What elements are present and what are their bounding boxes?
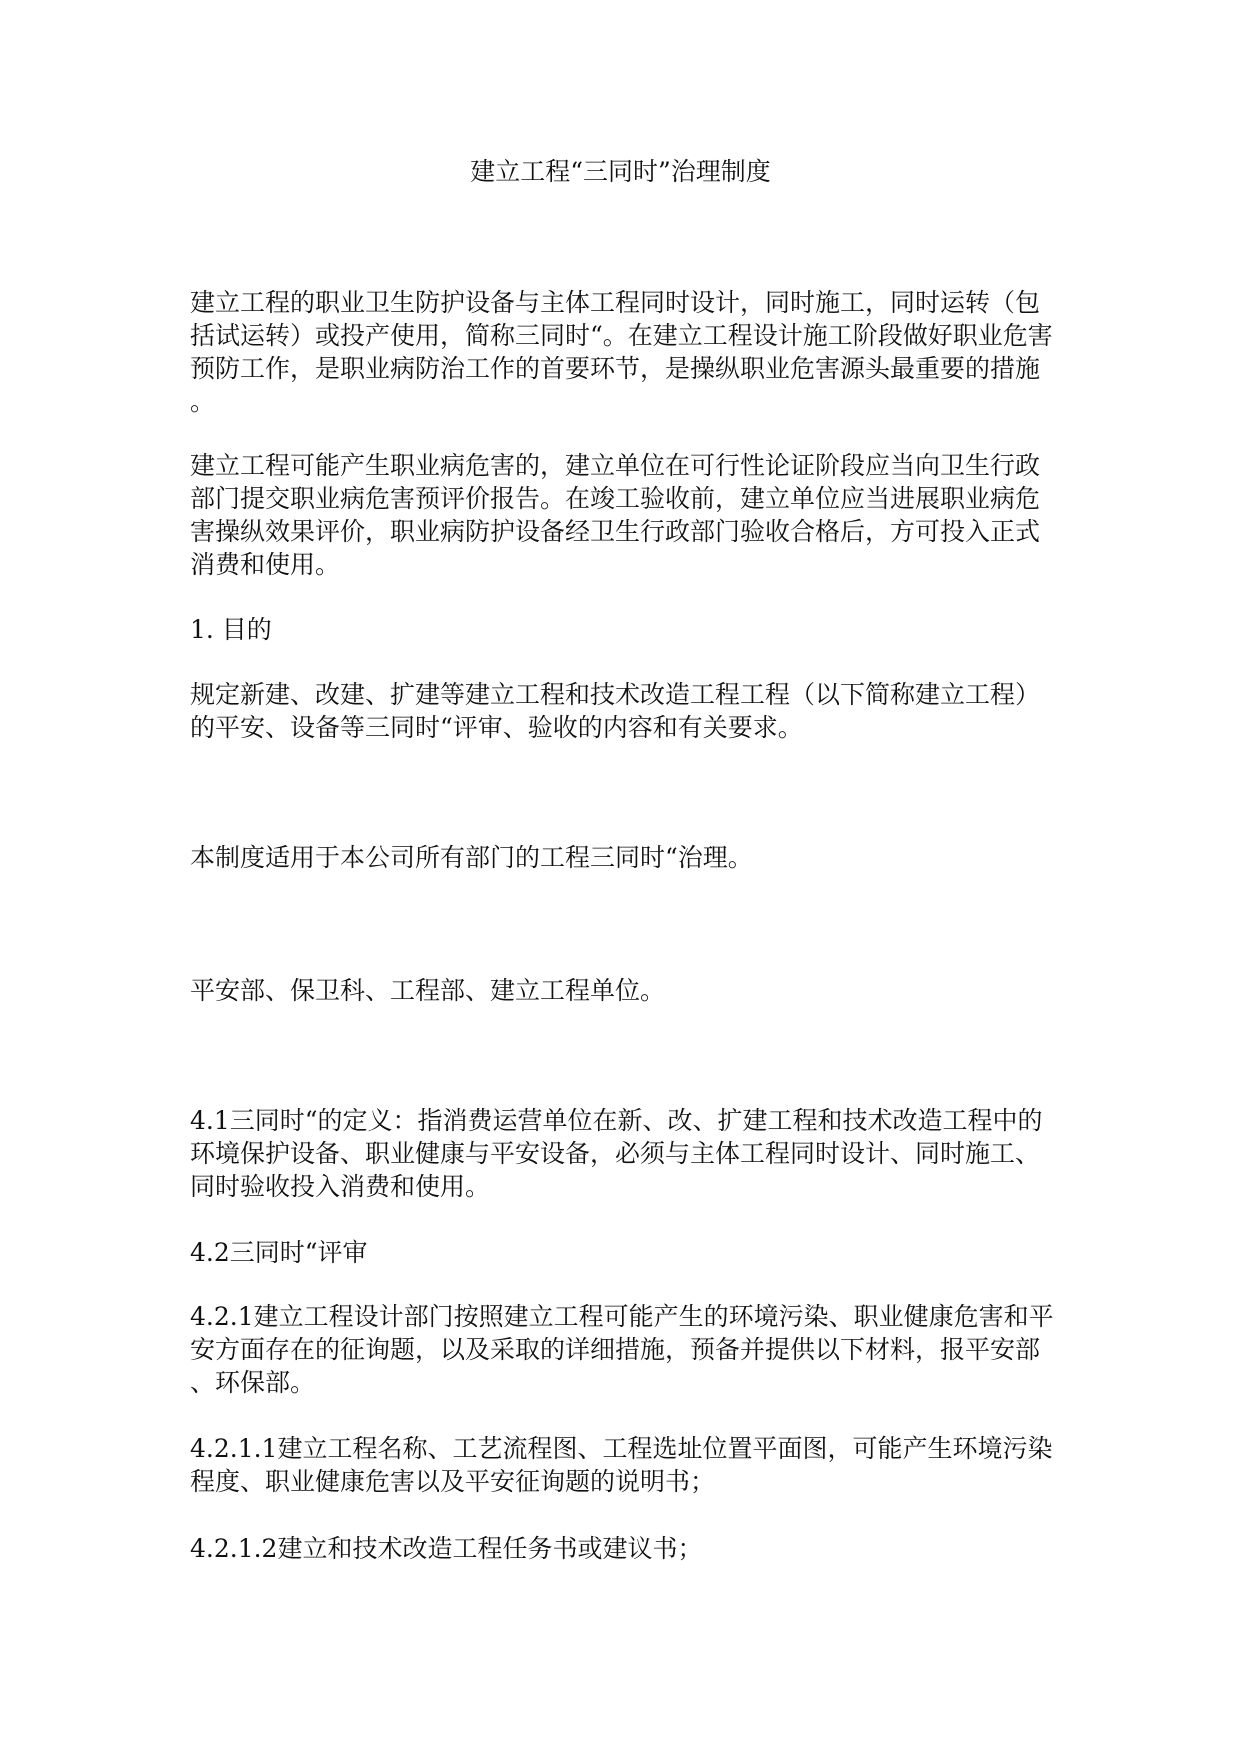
- paragraph-line: 4.2.1建立工程设计部门按照建立工程可能产生的环境污染、职业健康危害和平: [190, 1302, 1054, 1331]
- paragraph-line: 建立工程可能产生职业病危害的，建立单位在可行性论证阶段应当向卫生行政: [190, 451, 1041, 480]
- paragraph-intro: [190, 286, 1070, 418]
- paragraph-requirements: [190, 449, 1070, 581]
- paragraph-definition: [190, 1104, 1070, 1203]
- paragraph-line: 建立工程的职业卫生防护设备与主体工程同时设计，同时施工，同时运转（包: [190, 288, 1041, 317]
- paragraph-item-4-2-1-2: [190, 1532, 1070, 1565]
- paragraph-departments: [190, 974, 1070, 1007]
- paragraph-line: 程度、职业健康危害以及平安征询题的说明书；: [190, 1467, 716, 1496]
- paragraph-line: 。: [190, 387, 216, 416]
- heading-line: 4.2三同时“评审: [190, 1238, 368, 1267]
- paragraph-line: 括试运转）或投产使用，简称三同时“。在建立工程设计施工阶段做好职业危害: [190, 321, 1053, 350]
- paragraph-line: 本制度适用于本公司所有部门的工程三同时“治理。: [190, 843, 753, 872]
- section-heading-review: [190, 1236, 1070, 1269]
- paragraph-scope: [190, 841, 1070, 874]
- paragraph-line: 、环保部。: [190, 1368, 316, 1397]
- paragraph-purpose: [190, 678, 1070, 744]
- paragraph-line: 害操纵效果评价，职业病防护设备经卫生行政部门验收合格后，方可投入正式: [190, 517, 1041, 546]
- heading-line: 1. 目的: [190, 615, 272, 644]
- paragraph-review-materials: [190, 1300, 1070, 1399]
- paragraph-item-4-2-1-1: [190, 1432, 1070, 1498]
- paragraph-line: 部门提交职业病危害预评价报告。在竣工验收前，建立单位应当进展职业病危: [190, 484, 1041, 513]
- paragraph-line: 安方面存在的征询题，以及采取的详细措施，预备并提供以下材料，报平安部: [190, 1335, 1041, 1364]
- paragraph-line: 消费和使用。: [190, 550, 341, 579]
- paragraph-line: 4.2.1.2建立和技术改造工程任务书或建议书；: [190, 1534, 703, 1563]
- paragraph-line: 环境保护设备、职业健康与平安设备，必须与主体工程同时设计、同时施工、: [190, 1139, 1041, 1168]
- paragraph-line: 同时验收投入消费和使用。: [190, 1172, 491, 1201]
- paragraph-line: 的平安、设备等三同时“评审、验收的内容和有关要求。: [190, 713, 803, 742]
- document-title: 建立工程“三同时”治理制度: [470, 157, 771, 186]
- paragraph-line: 4.2.1.1建立工程名称、工艺流程图、工程选址位置平面图，可能产生环境污染: [190, 1434, 1053, 1463]
- paragraph-line: 规定新建、改建、扩建等建立工程和技术改造工程工程（以下简称建立工程）: [190, 680, 1041, 709]
- paragraph-line: 4.1三同时“的定义：指消费运营单位在新、改、扩建工程和技术改造工程中的: [190, 1106, 1043, 1135]
- paragraph-line: 预防工作，是职业病防治工作的首要环节，是操纵职业危害源头最重要的措施: [190, 354, 1041, 383]
- section-heading-purpose: [190, 613, 1070, 646]
- paragraph-line: 平安部、保卫科、工程部、建立工程单位。: [190, 976, 666, 1005]
